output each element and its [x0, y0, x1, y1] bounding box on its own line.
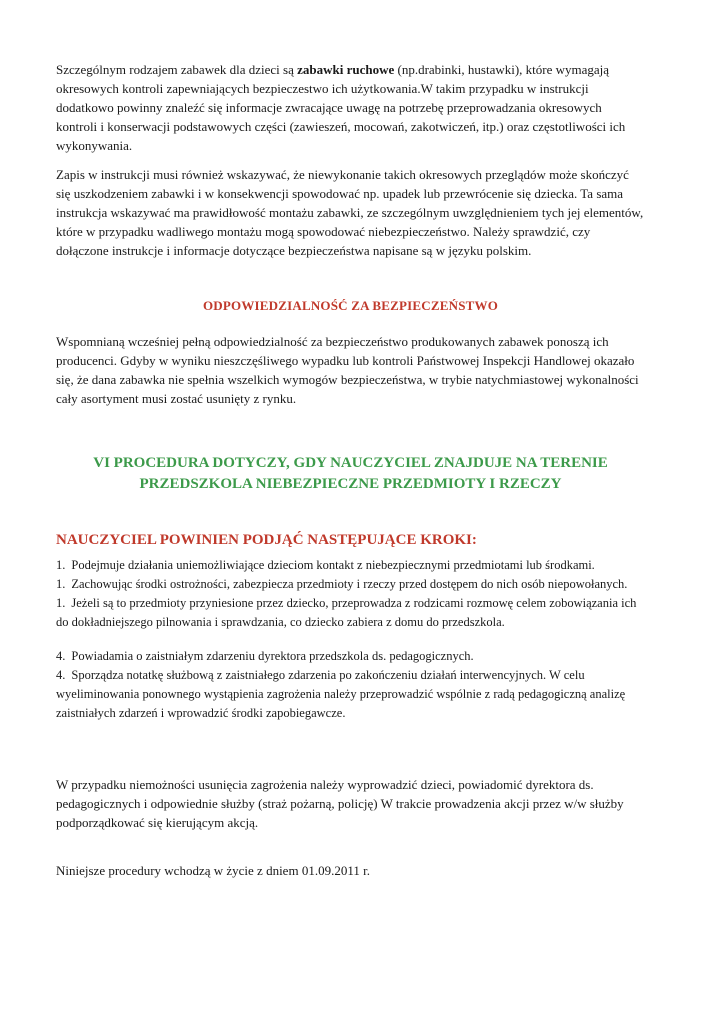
paragraph-movement-toys-text-start: Szczególnym rodzajem zabawek dla dzieci są: [56, 62, 298, 77]
step-text: Jeżeli są to przedmioty przyniesione przez dziecko, przeprowadza z rodzicami rozmowę celem zobowiązania ich do dokładniejszego pilnowania i sprawdzania, co dziecko zabiera z domu do przedszkola.: [56, 596, 637, 629]
list-item: [56, 556, 646, 575]
heading-steps: NAUCZYCIEL POWINIEN PODJĄĆ NASTĘPUJĄCE KROKI:: [56, 532, 477, 548]
heading-procedure: [0, 453, 701, 495]
steps-list: [56, 556, 646, 723]
step-number: 4.: [56, 668, 66, 682]
movement-toys-emphasis: zabawki ruchowe: [297, 62, 395, 77]
step-number: 1.: [56, 558, 66, 572]
paragraph-effective-date: Niniejsze procedury wchodzą w życie z dniem 01.09.2011 r.: [56, 863, 370, 878]
heading-procedure-line2: PRZEDSZKOLA NIEBEZPIECZNE PRZEDMIOTY I RZECZY: [139, 476, 562, 492]
step-text: Powiadamia o zaistniałym zdarzeniu dyrektora przedszkola ds. pedagogicznych.: [71, 649, 474, 663]
list-item: [56, 575, 646, 594]
heading-procedure-line1: VI PROCEDURA DOTYCZY, GDY NAUCZYCIEL ZNAJDUJE NA TERENIE: [93, 455, 608, 471]
step-text: Zachowując środki ostrożności, zabezpiecza przedmioty i rzeczy przed dostępem do nich osób niepowołanych.: [71, 577, 628, 591]
paragraph-producer-responsibility: Wspomnianą wcześniej pełną odpowiedzialność za bezpieczeństwo produkowanych zabawek ponoszą ich producenci. Gdyby w wyniku nieszczęśliwego wypadku lub kontroli Państwowej Inspekcji Handlowej okazało się, że dana zabawka nie spełnia wszelkich wymogów bezpieczeństwa, w trybie natychmiastowej wykonalności cały asortyment musi zostać usunięty z rynku.: [56, 334, 639, 406]
paragraph-movement-toys-text-end: (np.drabinki, hustawki), które wymagają okresowych kontroli zapewniających bezpieczestwo ich użytkowania.W takim przypadku w instrukcji dodatkowo powinny znaleźć się informacje zwracające uwagę na potrzebę przeprowadzania okresowych kontroli i konserwacji podstawowych części (zawieszeń, mocowań, zakotwiczeń, itp.) oraz częstotliwości ich wykonywania.: [56, 62, 626, 153]
step-number: 1.: [56, 596, 66, 610]
step-number: 4.: [56, 649, 66, 663]
list-item: [56, 666, 646, 723]
paragraph-instructions: Zapis w instrukcji musi również wskazywać, że niewykonanie takich okresowych przeglądów może skończyć się uszkodzeniem zabawki i w konsekwencji spowodować np. upadek lub przewrócenie się dziecka. Ta sama instrukcja wskazywać ma prawidłowość montażu zabawki, ze szczególnym uwzględnieniem tych jej elementów, które w przypadku wadliwego montażu mogą spowodować niebezpieczeństwo. Należy sprawdzić, czy dołączone instrukcje i informacje dotyczące bezpieczeństwa napisane są w języku polskim.: [56, 167, 644, 258]
step-text: Sporządza notatkę służbową z zaistniałego zdarzenia po zakończeniu działań interwencyjnych. W celu wyeliminowania ponownego wystąpienia zagrożenia należy przeprowadzić wspólnie z radą pedagogiczną analizę zaistniałych zdarzeń i wprowadzić środki zapobiegawcze.: [56, 668, 626, 720]
paragraph-movement-toys: [56, 60, 646, 155]
step-number: 1.: [56, 577, 66, 591]
step-text: Podejmuje działania uniemożliwiające dzieciom kontakt z niebezpiecznymi przedmiotami lub środkami.: [71, 558, 595, 572]
paragraph-evacuation: W przypadku niemożności usunięcia zagrożenia należy wyprowadzić dzieci, powiadomić dyrektora ds. pedagogicznych i odpowiednie służby (straż pożarną, policję) W trakcie prowadzenia akcji przez w/w służby podporządkować się kierującym akcją.: [56, 777, 624, 830]
list-item: [56, 594, 646, 632]
list-item: [56, 647, 646, 666]
heading-responsibility: ODPOWIEDZIALNOŚĆ ZA BEZPIECZEŃSTWO: [202, 298, 499, 313]
